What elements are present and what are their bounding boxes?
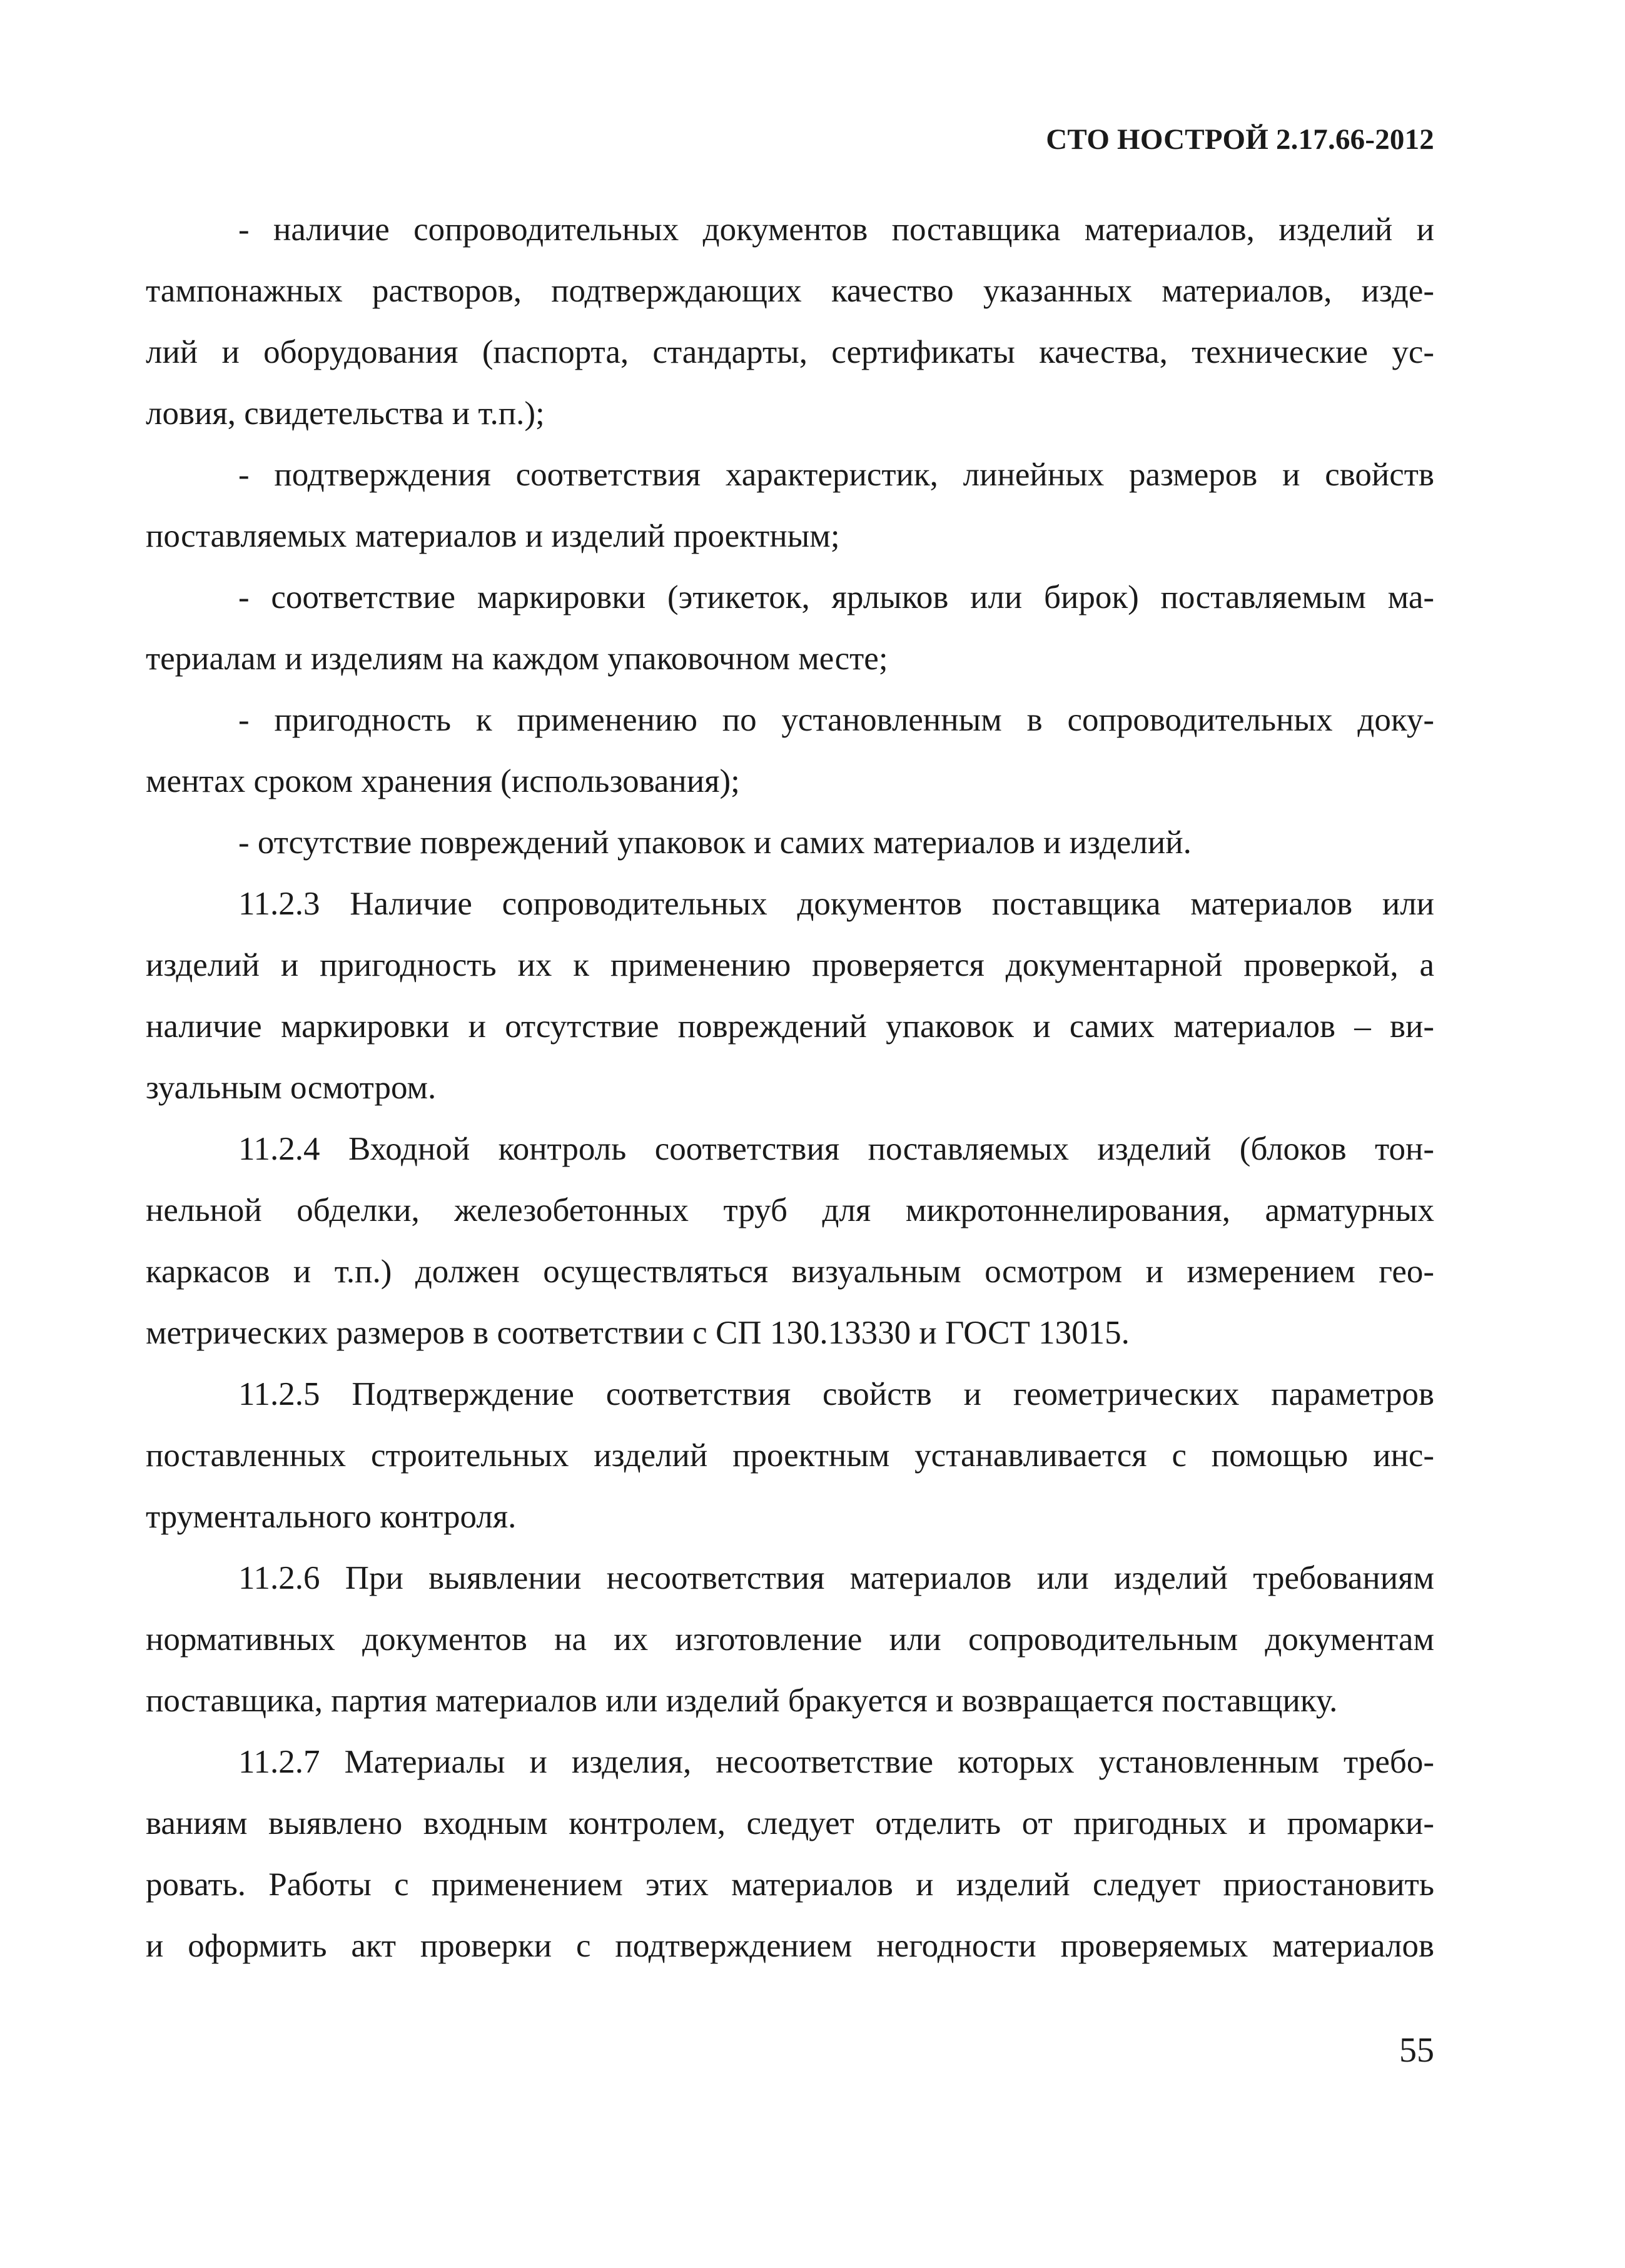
text-line: 11.2.4 Входной контроль соответствия поставляемых изделий (блоков тон- — [238, 1131, 1434, 1167]
page-number: 55 — [1399, 2031, 1434, 2070]
text-line: каркасов и т.п.) должен осуществляться визуальным осмотром и измерением гео- — [146, 1253, 1434, 1290]
text-line: ваниям выявлено входным контролем, следует отделить от пригодных и промарки- — [146, 1805, 1434, 1841]
text-line: териалам и изделиям на каждом упаковочном месте; — [146, 640, 888, 677]
text-line: поставленных строительных изделий проектным устанавливается с помощью инс- — [146, 1437, 1434, 1474]
text-line: нормативных документов на их изготовление или сопроводительным документам — [146, 1621, 1434, 1658]
text-line: - наличие сопроводительных документов поставщика материалов, изделий и — [238, 211, 1434, 248]
paragraph — [146, 1731, 1434, 1977]
text-line: 11.2.7 Материалы и изделия, несоответствие которых установленным требо- — [238, 1744, 1434, 1780]
paragraph — [146, 1118, 1434, 1364]
paragraph — [146, 689, 1434, 812]
text-line: тампонажных растворов, подтверждающих качество указанных материалов, изде- — [146, 273, 1434, 309]
text-line: ровать. Работы с применением этих материалов и изделий следует приостановить — [146, 1866, 1434, 1903]
paragraph — [146, 1364, 1434, 1547]
page-body — [146, 199, 1434, 1977]
text-line: изделий и пригодность их к применению проверяется документарной проверкой, а — [146, 947, 1434, 983]
text-line: ментах сроком хранения (использования); — [146, 763, 740, 799]
paragraph — [146, 444, 1434, 567]
text-line: и оформить акт проверки с подтверждением негодности проверяемых материалов — [146, 1928, 1434, 1964]
document-code-header: СТО НОСТРОЙ 2.17.66-2012 — [1046, 123, 1434, 156]
text-line: метрических размеров в соответствии с СП 130.13330 и ГОСТ 13015. — [146, 1315, 1130, 1351]
paragraph — [146, 1547, 1434, 1731]
text-line: - пригодность к применению по установленным в сопроводительных доку- — [238, 702, 1434, 738]
text-line: наличие маркировки и отсутствие повреждений упаковок и самих материалов – ви- — [146, 1008, 1434, 1045]
text-line: 11.2.5 Подтверждение соответствия свойств и геометрических параметров — [238, 1376, 1434, 1412]
text-line: трументального контроля. — [146, 1499, 517, 1535]
text-line: нельной обделки, железобетонных труб для микротоннелирования, арматурных — [146, 1192, 1434, 1228]
paragraph — [146, 812, 1434, 873]
paragraph — [146, 873, 1434, 1118]
text-line: поставщика, партия материалов или изделий бракуется и возвращается поставщику. — [146, 1683, 1338, 1719]
text-line: лий и оборудования (паспорта, стандарты, сертификаты качества, технические ус- — [146, 334, 1434, 370]
paragraph — [146, 199, 1434, 444]
text-line: - подтверждения соответствия характеристик, линейных размеров и свойств — [238, 457, 1434, 493]
text-line: - соответствие маркировки (этикеток, ярлыков или бирок) поставляемым ма- — [238, 579, 1434, 615]
text-line: - отсутствие повреждений упаковок и самих материалов и изделий. — [238, 824, 1192, 861]
text-line: 11.2.6 При выявлении несоответствия материалов или изделий требованиям — [238, 1560, 1434, 1596]
paragraph — [146, 567, 1434, 689]
text-line: ловия, свидетельства и т.п.); — [146, 395, 545, 432]
text-line: поставляемых материалов и изделий проектным; — [146, 518, 840, 554]
text-line: зуальным осмотром. — [146, 1070, 437, 1106]
text-line: 11.2.3 Наличие сопроводительных документов поставщика материалов или — [238, 886, 1434, 922]
